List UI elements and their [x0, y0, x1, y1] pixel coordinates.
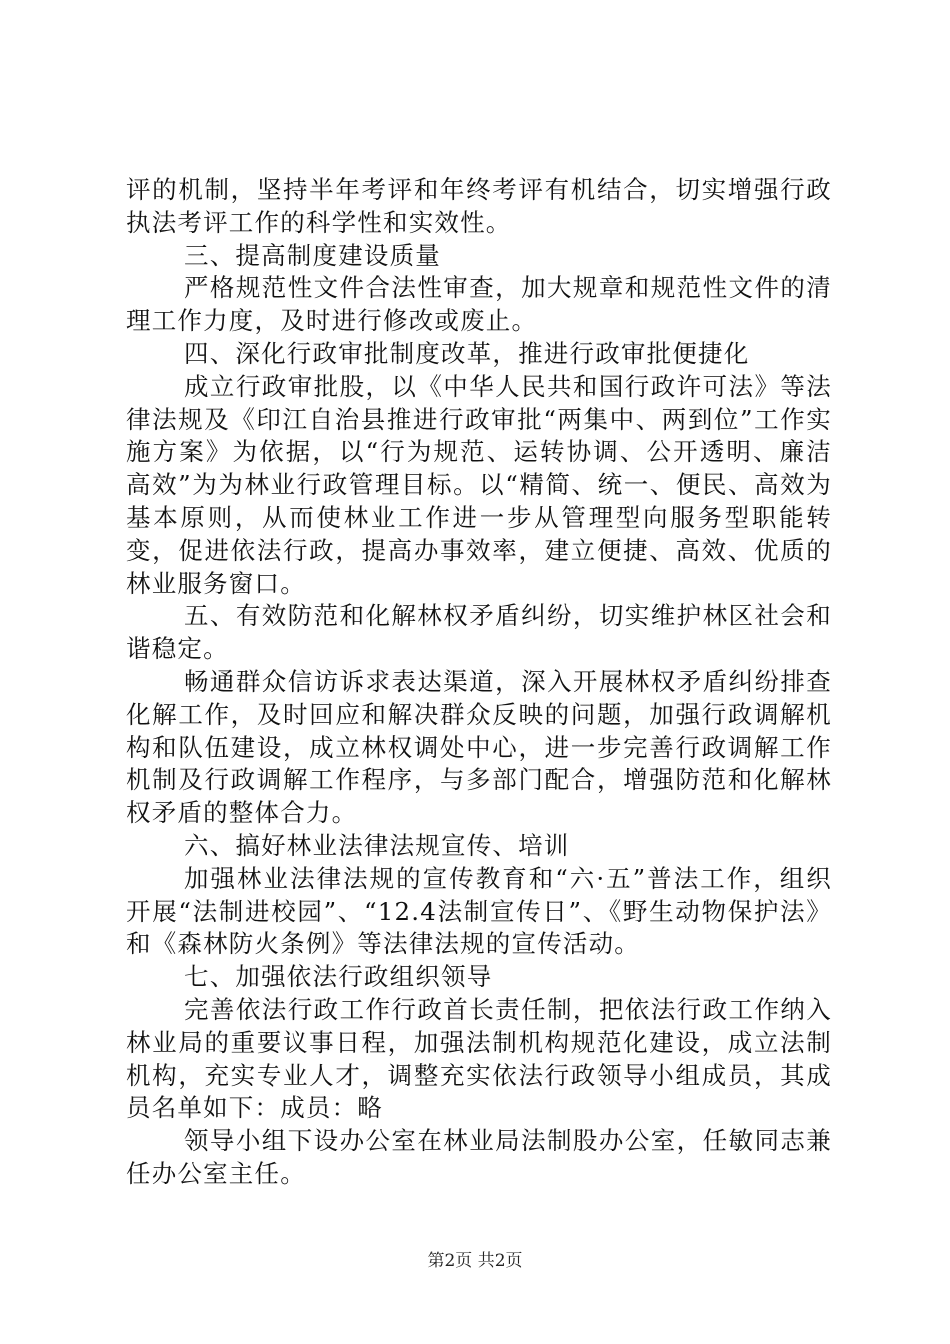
section-heading-4: 四、深化行政审批制度改革，推进行政审批便捷化	[184, 338, 750, 368]
paragraph-5: 畅通群众信访诉求表达渠道，深入开展林权矛盾纠纷排查化解工作，及时回应和解决群众反映的问题，加强行政调解机构和队伍建设，成立林权调处中心，进一步完善行政调解工作机制及行政调解工作程序，与多部门配合，增强防范和化解林权矛盾的整体合力。	[126, 666, 832, 828]
paragraph-4: 成立行政审批股，以《中华人民共和国行政许可法》等法律法规及《印江自治县推进行政审批“两集中、两到位”工作实施方案》为依据，以“行为规范、运转协调、公开透明、廉洁高效”为为林业行政管理目标。以“精简、统一、便民、高效为基本原则，从而使林业工作进一步从管理型向服务型职能转变，促进依法行政，提高办事效率，建立便捷、高效、优质的林业服务窗口。	[126, 371, 832, 598]
section-heading-6: 六、搞好林业法律法规宣传、培训	[184, 830, 570, 860]
paragraph-6: 加强林业法律法规的宣传教育和“六·五”普法工作，组织开展“法制进校园”、“12.4法制宣传日”、《野生动物保护法》和《森林防火条例》等法律法规的宣传活动。	[126, 863, 832, 959]
section-heading-5: 五、有效防范和化解林权矛盾纠纷，切实维护林区社会和谐稳定。	[126, 601, 832, 664]
document-body	[126, 174, 832, 1191]
paragraph-8: 领导小组下设办公室在林业局法制股办公室，任敏同志兼任办公室主任。	[126, 1126, 832, 1188]
paragraph-3: 严格规范性文件合法性审查，加大规章和规范性文件的清理工作力度，及时进行修改或废止。	[126, 273, 832, 336]
section-heading-7: 七、加强依法行政组织领导	[184, 962, 493, 992]
section-heading-3: 三、提高制度建设质量	[184, 240, 441, 270]
paragraph-7: 完善依法行政工作行政首长责任制，把依法行政工作纳入林业局的重要议事日程，加强法制机构规范化建设，成立法制机构，充实专业人才，调整充实依法行政领导小组成员，其成员名单如下：成员：略	[126, 994, 832, 1123]
page-number-footer: 第2页 共2页	[427, 1251, 523, 1271]
paragraph-continuation: 评的机制，坚持半年考评和年终考评有机结合，切实增强行政执法考评工作的科学性和实效性。	[126, 175, 832, 237]
